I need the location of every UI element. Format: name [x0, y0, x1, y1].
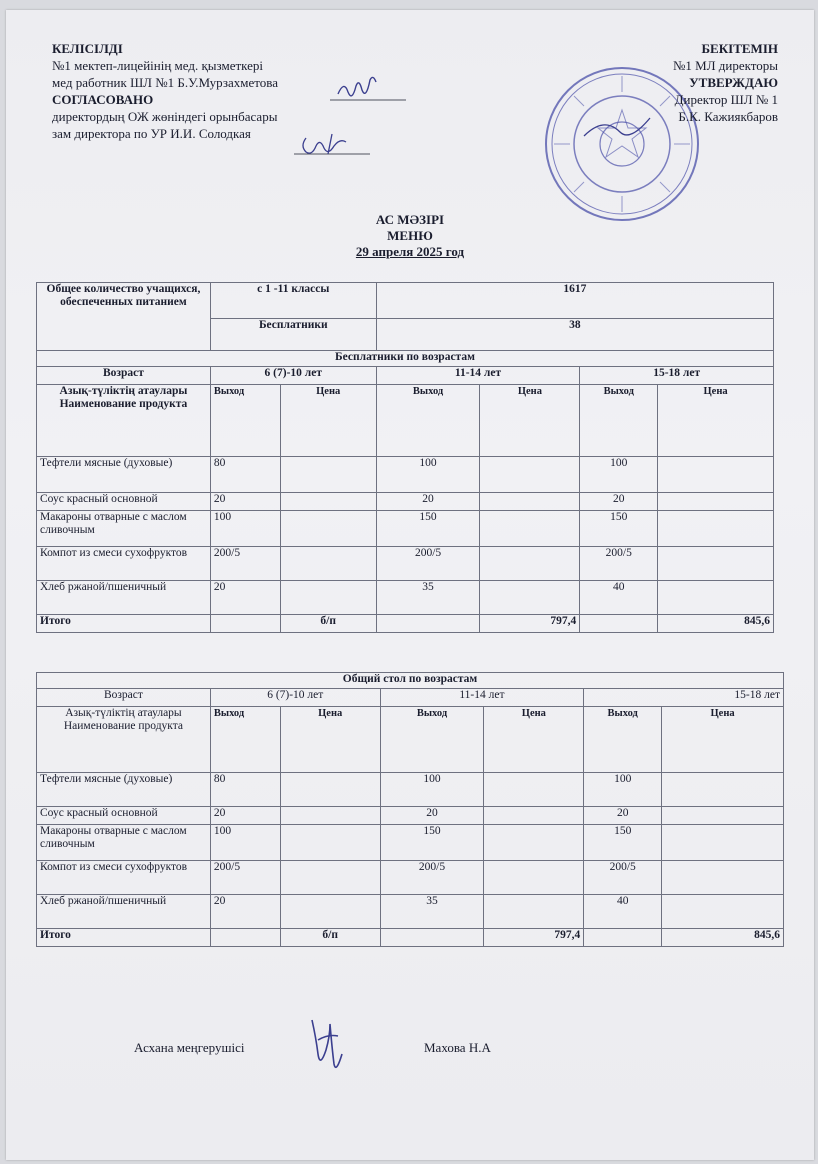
yield-value: 200/5 [380, 861, 484, 895]
yield-value: 35 [380, 895, 484, 929]
yield-value: 80 [210, 773, 280, 807]
table-row [37, 493, 774, 511]
yield-value: 100 [210, 511, 280, 547]
table2-out-2: Выход [380, 707, 484, 773]
table1-out-2: Выход [376, 385, 480, 457]
director-signature [580, 110, 660, 146]
table-row [37, 581, 774, 615]
yield-value: 20 [376, 493, 480, 511]
free-label: Бесплатники [210, 319, 376, 351]
table1-product-header: Азық-түліктің атаулары Наименование продукта [37, 385, 211, 457]
dish-name: Макароны отварные с маслом сливочным [37, 511, 211, 547]
yield-value: 35 [376, 581, 480, 615]
total-value: б/п [280, 615, 376, 633]
deputy-kz: директордың ОЖ жөніндегі орынбасары [52, 109, 278, 124]
table2-product-header: Азық-түліктің атаулары Наименование продукта [37, 707, 211, 773]
yield-value: 20 [380, 807, 484, 825]
table-row [37, 511, 774, 547]
table2-age-2: 11-14 лет [380, 689, 584, 707]
med-signature [328, 74, 408, 104]
agreed-ru: СОГЛАСОВАНО [52, 92, 154, 107]
yield-value: 150 [580, 511, 658, 547]
classes-value: 1617 [376, 283, 773, 319]
dish-name: Компот из смеси сухофруктов [37, 861, 211, 895]
yield-value: 100 [580, 457, 658, 493]
yield-value: 40 [584, 895, 662, 929]
approve-ru: УТВЕРЖДАЮ [689, 75, 778, 90]
med-worker-kz: №1 мектеп-лицейінің мед. қызметкері [52, 58, 264, 73]
total-value: б/п [280, 929, 380, 947]
footer-role: Асхана меңгерушісі [134, 1040, 245, 1055]
yield-value: 150 [584, 825, 662, 861]
dish-name: Соус красный основной [37, 807, 211, 825]
table-row [37, 861, 784, 895]
table2-out-1: Выход [210, 707, 280, 773]
table1-out-1: Выход [210, 385, 280, 457]
dish-name: Компот из смеси сухофруктов [37, 547, 211, 581]
classes-label: с 1 -11 классы [210, 283, 376, 319]
document-sheet [6, 10, 814, 1160]
total-label: Итого [37, 615, 211, 633]
yield-value: 200/5 [376, 547, 480, 581]
yield-value: 20 [210, 895, 280, 929]
table1-age-1: 6 (7)-10 лет [210, 367, 376, 385]
menu-title [6, 212, 814, 260]
table-row [37, 547, 774, 581]
yield-value: 100 [376, 457, 480, 493]
table-row [37, 825, 784, 861]
table2-price-1: Цена [280, 707, 380, 773]
table-row [37, 773, 784, 807]
table1-age-3: 15-18 лет [580, 367, 774, 385]
yield-value: 150 [380, 825, 484, 861]
total-value: 845,6 [662, 929, 784, 947]
med-worker-ru: мед работник ШЛ №1 Б.У.Мурзахметова [52, 75, 278, 90]
total-value: 797,4 [484, 929, 584, 947]
table1-out-3: Выход [580, 385, 658, 457]
table-row [37, 895, 784, 929]
yield-value: 200/5 [210, 547, 280, 581]
table1-age-2: 11-14 лет [376, 367, 580, 385]
menu-date: 29 апреля 2025 год [355, 244, 465, 259]
yield-value: 20 [580, 493, 658, 511]
yield-value: 20 [584, 807, 662, 825]
director-name: Б.К. Кажиякбаров [678, 109, 778, 124]
table2-price-2: Цена [484, 707, 584, 773]
table1-price-2: Цена [480, 385, 580, 457]
total-label: Итого [37, 929, 211, 947]
chef-signature [298, 1010, 348, 1084]
totals-row [37, 615, 774, 633]
title-ru: МЕНЮ [387, 228, 433, 243]
table1-age-label: Возраст [37, 367, 211, 385]
table2-age-1: 6 (7)-10 лет [210, 689, 380, 707]
students-total-label: Общее количество учащихся, обеспеченных питанием [37, 283, 211, 351]
table1-price-1: Цена [280, 385, 376, 457]
director-kz: №1 МЛ директоры [672, 58, 778, 73]
yield-value: 150 [376, 511, 480, 547]
yield-value: 20 [210, 581, 280, 615]
dish-name: Хлеб ржаной/пшеничный [37, 581, 211, 615]
dish-name: Тефтели мясные (духовые) [37, 457, 211, 493]
dish-name: Тефтели мясные (духовые) [37, 773, 211, 807]
table-row [37, 457, 774, 493]
yield-value: 200/5 [210, 861, 280, 895]
yield-value: 40 [580, 581, 658, 615]
dish-name: Макароны отварные с маслом сливочным [37, 825, 211, 861]
header-left [52, 40, 278, 142]
deputy-signature [292, 130, 372, 160]
yield-value: 80 [210, 457, 280, 493]
dish-name: Соус красный основной [37, 493, 211, 511]
director-ru: Директор ШЛ № 1 [674, 92, 778, 107]
table1-price-3: Цена [658, 385, 774, 457]
table2-age-label: Возраст [37, 689, 211, 707]
header-right [646, 40, 778, 125]
yield-value: 200/5 [580, 547, 658, 581]
title-kz: АС МӘЗІРІ [375, 212, 445, 227]
table-row [37, 807, 784, 825]
table2-age-3: 15-18 лет [584, 689, 784, 707]
table1-caption: Бесплатники по возрастам [37, 351, 774, 367]
table2-price-3: Цена [662, 707, 784, 773]
total-value: 797,4 [480, 615, 580, 633]
free-value: 38 [376, 319, 773, 351]
dish-name: Хлеб ржаной/пшеничный [37, 895, 211, 929]
footer-name: Махова Н.А [424, 1040, 491, 1055]
yield-value: 200/5 [584, 861, 662, 895]
general-table [36, 672, 784, 947]
approve-kz: БЕКІТЕМІН [701, 41, 778, 56]
yield-value: 100 [210, 825, 280, 861]
yield-value: 20 [210, 807, 280, 825]
table2-caption: Общий стол по возрастам [37, 673, 784, 689]
total-value: 845,6 [658, 615, 774, 633]
yield-value: 100 [380, 773, 484, 807]
yield-value: 20 [210, 493, 280, 511]
agreed-kz: КЕЛІСІЛДІ [52, 41, 123, 56]
deputy-ru: зам директора по УР И.И. Солодкая [52, 126, 251, 141]
yield-value: 100 [584, 773, 662, 807]
table2-out-3: Выход [584, 707, 662, 773]
free-meals-table [36, 282, 774, 633]
totals-row [37, 929, 784, 947]
